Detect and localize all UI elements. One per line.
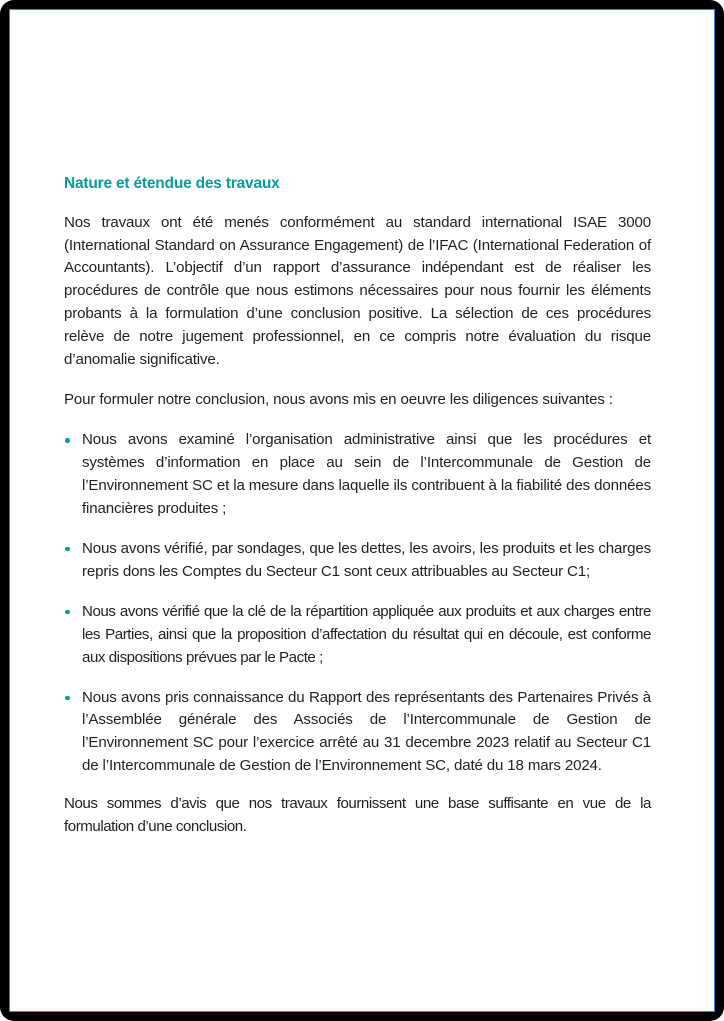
closing-paragraph: Nous sommes d’avis que nos travaux fournissent une base suffisante en vue de la formulation d’une conclusion. bbox=[64, 795, 651, 836]
list-item-text: Nous avons pris connaissance du Rapport des représentants des Partenaires Privés à l’Assemblée générale des Associés de l’Intercommunale de Gestion de l’Environnement SC pour l’exercice arrêté au 31 decembre 2023 relatif au Secteur C1 de l’Intercommunale de Gestion de l’Environnement SC, daté du 18 mars 2024. bbox=[82, 688, 651, 775]
bullet-dot-icon bbox=[65, 547, 70, 552]
intro-paragraph-2: Pour formuler notre conclusion, nous avons mis en oeuvre les diligences suivantes : bbox=[64, 391, 613, 409]
document-content bbox=[64, 175, 651, 839]
list-item-text: Nous avons examiné l’organisation administrative ainsi que les procédures et systèmes d’information en place au sein de l’Intercommunale de Gestion de l’Environnement SC et la mesure dans laquelle ils contribuent à la fiabilité des données financières produites ; bbox=[82, 431, 651, 517]
list-item bbox=[64, 538, 651, 584]
bullet-dot-icon bbox=[65, 438, 70, 443]
page-sheet bbox=[9, 9, 715, 1012]
list-item bbox=[64, 429, 651, 521]
section-heading: Nature et étendue des travaux bbox=[64, 175, 280, 192]
list-item-text: Nous avons vérifié, par sondages, que les dettes, les avoirs, les produits et les charges repris dons les Comptes du Secteur C1 sont ceux attribuables au Secteur C1; bbox=[82, 539, 651, 580]
list-item-text: Nous avons vérifié que la clé de la répartition appliquée aux produits et aux charges entre les Parties, ainsi que la proposition d’affectation du résultat qui en découle, est conforme aux dispositions prévues par le Pacte ; bbox=[82, 602, 651, 666]
intro-paragraph-1: Nos travaux ont été menés conformément au standard international ISAE 3000 (International Standard on Assurance Engagement) de l’IFAC (International Federation of Accountants). L’objectif d’un rapport d’assurance indépendant est de réaliser les procédures de contrôle que nous estimons nécessaires pour nous fournir les éléments probants à la formulation d’une conclusion positive. La sélection de ces procédures relève de notre jugement professionnel, en ce compris notre évaluation du risque d’anomalie significative. bbox=[64, 213, 651, 369]
list-item bbox=[64, 687, 651, 779]
bullet-dot-icon bbox=[65, 696, 70, 701]
bullet-dot-icon bbox=[65, 610, 70, 615]
diligences-list bbox=[64, 429, 651, 778]
list-item bbox=[64, 601, 651, 670]
